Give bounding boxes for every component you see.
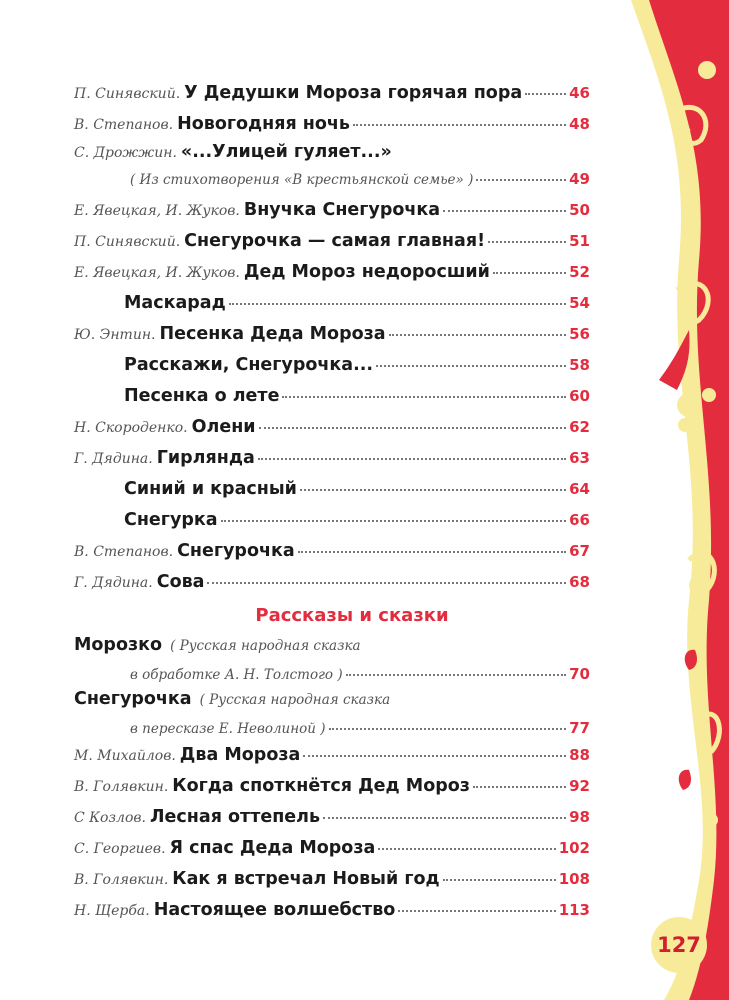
entry-page: 54 [569, 294, 590, 312]
dot-leader [376, 364, 566, 367]
toc-entry[interactable] [74, 833, 590, 864]
dot-leader [298, 550, 566, 553]
entry-page: 64 [569, 480, 590, 498]
entry-page: 62 [569, 418, 590, 436]
entry-page: 52 [569, 263, 590, 281]
toc-entry[interactable] [74, 350, 590, 381]
entry-title: Гирлянда [156, 448, 255, 468]
table-of-contents [74, 78, 590, 926]
dot-leader [346, 673, 567, 676]
entry-author: Г. Дядина. [74, 575, 153, 591]
toc-entry[interactable] [74, 771, 590, 802]
toc-entry[interactable] [74, 474, 590, 505]
entry-title: Я спас Деда Мороза [169, 838, 376, 858]
toc-entry[interactable] [74, 140, 590, 164]
dot-leader [221, 519, 567, 522]
toc-entry[interactable] [74, 802, 590, 833]
entry-author: С. Дрожжин. [74, 145, 177, 161]
toc-entry[interactable] [74, 443, 590, 474]
entry-title: Расскажи, Снегурочка... [124, 355, 374, 375]
entry-page: 102 [558, 839, 590, 857]
entry-note: ( Русская народная сказка [199, 692, 391, 708]
toc-entry[interactable] [74, 78, 590, 109]
entry-title: Сова [156, 572, 205, 592]
decorative-border [619, 0, 729, 1000]
entry-title: Лесная оттепель [150, 807, 321, 827]
toc-entry[interactable] [74, 895, 590, 926]
entry-page: 113 [558, 901, 590, 919]
entry-page: 108 [558, 870, 590, 888]
toc-entry-continuation[interactable] [74, 716, 590, 740]
toc-entry[interactable] [74, 632, 590, 662]
entry-author: Г. Дядина. [74, 451, 153, 467]
dot-leader [329, 727, 567, 730]
entry-title: Новогодняя ночь [177, 114, 350, 134]
dot-leader [378, 847, 555, 850]
toc-entry[interactable] [74, 536, 590, 567]
entry-page: 49 [569, 170, 590, 188]
toc-entry-continuation[interactable] [74, 164, 590, 195]
entry-author: М. Михайлов. [74, 748, 176, 764]
entry-page: 60 [569, 387, 590, 405]
entry-page: 51 [569, 232, 590, 250]
toc-entry[interactable] [74, 412, 590, 443]
entry-author: Ю. Энтин. [74, 327, 156, 343]
entry-note: ( Русская народная сказка [170, 638, 361, 654]
entry-title: Настоящее волшебство [153, 900, 396, 920]
dot-leader [493, 271, 566, 274]
toc-entry[interactable] [74, 109, 590, 140]
entry-title: Песенка о лете [124, 386, 280, 406]
entry-author: В. Голявкин. [74, 779, 169, 795]
entry-author: С Козлов. [74, 810, 147, 826]
dot-leader [207, 581, 566, 584]
dot-leader [282, 395, 566, 398]
entry-title: Песенка Деда Мороза [159, 324, 386, 344]
entry-note: ( Из стихотворения «В крестьянской семье» ) [130, 172, 474, 188]
toc-entry[interactable] [74, 257, 590, 288]
entry-author: С. Георгиев. [74, 841, 166, 857]
entry-note: в обработке А. Н. Толстого ) [130, 667, 343, 683]
entry-page: 92 [569, 777, 590, 795]
toc-entry-continuation[interactable] [74, 662, 590, 686]
entry-title: Снегурочка — самая главная! [184, 231, 486, 251]
entry-title: Маскарад [124, 293, 226, 313]
entry-author: Н. Щерба. [74, 903, 150, 919]
entry-title: Когда споткнётся Дед Мороз [172, 776, 470, 796]
dot-leader [389, 333, 567, 336]
entry-author: В. Степанов. [74, 544, 174, 560]
entry-title: Олени [191, 417, 256, 437]
page-number-badge: 127 [651, 917, 707, 973]
entry-author: В. Степанов. [74, 117, 174, 133]
toc-entry[interactable] [74, 288, 590, 319]
entry-page: 48 [569, 115, 590, 133]
dot-leader [229, 302, 566, 305]
toc-entry[interactable] [74, 686, 590, 716]
entry-title: Снегурка [124, 510, 218, 530]
entry-page: 68 [569, 573, 590, 591]
entry-title: Снегурочка [74, 689, 192, 709]
toc-entry[interactable] [74, 567, 590, 598]
toc-entry[interactable] [74, 864, 590, 895]
dot-leader [443, 878, 556, 881]
entry-author: В. Голявкин. [74, 872, 169, 888]
dot-leader [353, 123, 566, 126]
dot-leader [443, 209, 566, 212]
entry-page: 58 [569, 356, 590, 374]
toc-entry[interactable] [74, 226, 590, 257]
entry-author: П. Синявский. [74, 86, 181, 102]
entry-author: Е. Явецкая, И. Жуков. [74, 203, 240, 219]
entry-title: Снегурочка [177, 541, 295, 561]
toc-entry[interactable] [74, 740, 590, 771]
entry-title: Внучка Снегурочка [243, 200, 441, 220]
dot-leader [398, 909, 555, 912]
dot-leader [258, 457, 566, 460]
entry-author: Е. Явецкая, И. Жуков. [74, 265, 240, 281]
entry-title: Два Мороза [179, 745, 301, 765]
entry-page: 46 [569, 84, 590, 102]
entry-author: П. Синявский. [74, 234, 181, 250]
entry-page: 88 [569, 746, 590, 764]
entry-page: 56 [569, 325, 590, 343]
dot-leader [473, 785, 566, 788]
entry-title: У Дедушки Мороза горячая пора [184, 83, 523, 103]
entry-page: 98 [569, 808, 590, 826]
dot-leader [259, 426, 567, 429]
entry-title: Синий и красный [124, 479, 297, 499]
entry-page: 77 [569, 719, 590, 737]
entry-page: 67 [569, 542, 590, 560]
dot-leader [525, 92, 566, 95]
dot-leader [476, 178, 566, 181]
entry-note: в пересказе Е. Неволиной ) [130, 721, 326, 737]
toc-entry[interactable] [74, 319, 590, 350]
dot-leader [323, 816, 566, 819]
dot-leader [300, 488, 566, 491]
entry-title: Как я встречал Новый год [172, 869, 440, 889]
toc-entry[interactable] [74, 381, 590, 412]
section-heading: Рассказы и сказки [255, 605, 449, 626]
toc-entry[interactable] [74, 505, 590, 536]
entry-title: Дед Мороз недоросший [243, 262, 490, 282]
dot-leader [303, 754, 566, 757]
entry-title: «...Улицей гуляет...» [180, 142, 392, 162]
toc-entry[interactable] [74, 195, 590, 226]
entry-author: Н. Скороденко. [74, 420, 188, 436]
entry-page: 50 [569, 201, 590, 219]
dot-leader [488, 240, 566, 243]
entry-page: 66 [569, 511, 590, 529]
entry-page: 63 [569, 449, 590, 467]
entry-title: Морозко [74, 635, 163, 655]
entry-page: 70 [569, 665, 590, 683]
